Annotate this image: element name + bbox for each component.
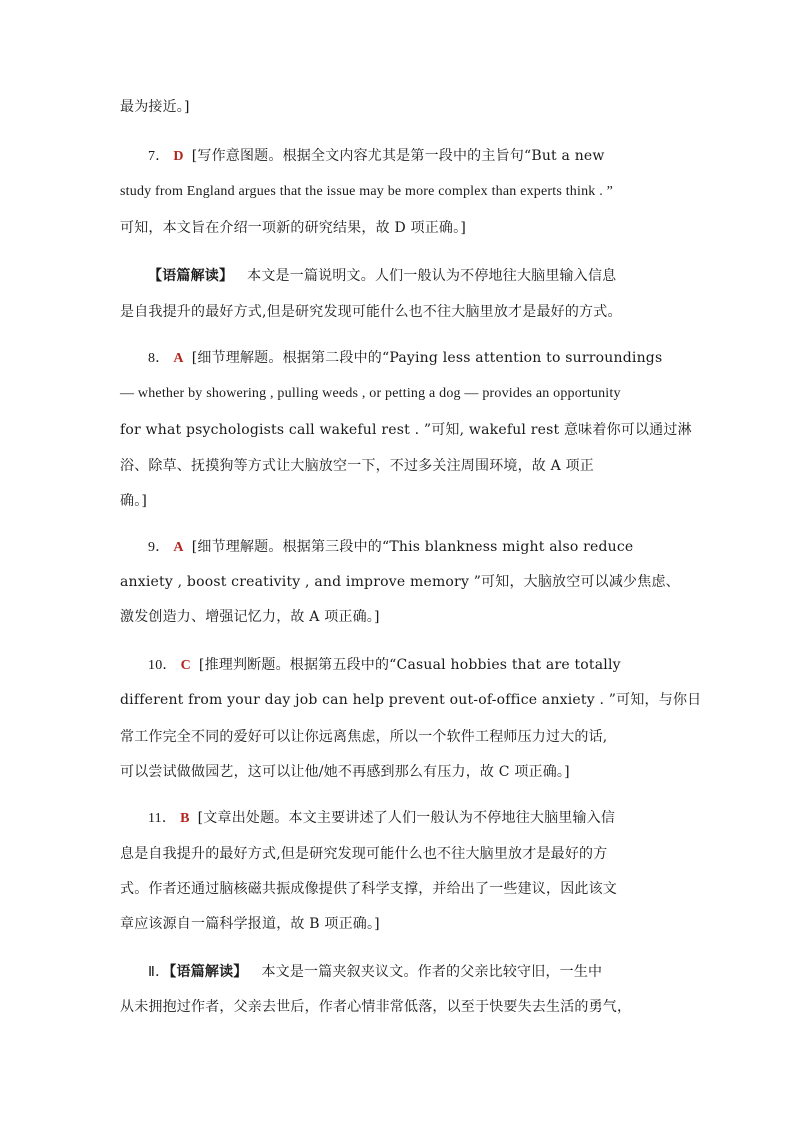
text-line: [文章出处题。本文主要讲述了人们一般认为不停地往大脑里输入信 [197,810,616,826]
text-line: 激发创造力、增强记忆力，故 A 项正确。] [120,609,380,625]
question-number: 8． [148,351,170,366]
question-10 [148,655,621,676]
question-number: 9． [148,540,170,555]
text-line: 确。] [120,493,148,509]
text-line: 本文是一篇夹叙夹议文。作者的父亲比较守旧，一生中 [261,964,603,980]
text-line: different from your day job can help prevent out-of-office anxiety . ”可知，与你日 [120,692,702,708]
text-line: 常工作完全不同的爱好可以让你远离焦虑，所以一个软件工程师压力过大的话, [120,729,608,745]
answer-letter: C [180,658,191,673]
section-heading: 【语篇解读】 [169,964,248,980]
text-line: — whether by showering , pulling weeds , or petting a dog — provides an opportunity [120,386,621,401]
question-11 [148,808,615,829]
text-line: 可以尝试做做园艺，这可以让他/她不再感到那么有压力，故 C 项正确。] [120,764,570,780]
section-heading: 【语篇解读】 [148,268,234,284]
passage-summary-2 [148,962,602,983]
text-line: [写作意图题。根据全文内容尤其是第一段中的主旨句“But a new [191,148,605,164]
question-number: 10． [148,658,177,673]
text-line: 最为接近。] [120,99,190,115]
text-line: 本文是一篇说明文。人们一般认为不停地往大脑里输入信息 [247,268,617,284]
answer-letter: A [173,351,184,366]
text-line: 浴、除草、抚摸狗等方式让大脑放空一下，不过多关注周围环境，故 A 项正 [120,458,595,474]
text-line: 章应该源自一篇科学报道，故 B 项正确。] [120,916,380,932]
passage-summary-1 [148,266,616,286]
text-line: study from England argues that the issue may be more complex than experts think . ” [120,184,614,199]
text-line: for what psychologists call wakeful rest . ”可知, wakeful rest 意味着你可以通过淋 [120,422,692,438]
answer-letter: D [173,149,184,164]
question-8 [148,348,662,369]
question-7 [148,146,605,167]
question-number: 7． [148,149,170,164]
text-line: [细节理解题。根据第二段中的“Paying less attention to surroundings [191,350,663,366]
answer-letter: B [180,811,190,826]
text-line: 息是自我提升的最好方式,但是研究发现可能什么也不往大脑里放才是最好的方 [120,846,608,862]
question-9 [148,537,633,558]
text-line: [细节理解题。根据第三段中的“This blankness might also reduce [191,539,634,555]
text-line: 从未拥抱过作者，父亲去世后，作者心情非常低落，以至于快要失去生活的勇气， [120,999,632,1015]
section-number: Ⅱ． [148,965,170,980]
text-line: anxiety , boost creativity , and improve memory ”可知，大脑放空可以减少焦虑、 [120,574,680,590]
text-line: [推理判断题。根据第五段中的“Casual hobbies that are totally [198,657,621,673]
question-number: 11． [148,811,177,826]
text-line: 式。作者还通过脑核磁共振成像提供了科学支撑，并给出了一些建议，因此该文 [120,881,617,897]
text-line: 是自我提升的最好方式,但是研究发现可能什么也不往大脑里放才是最好的方式。 [120,304,622,320]
text-line: 可知，本文旨在介绍一项新的研究结果，故 D 项正确。] [120,220,466,236]
answer-letter: A [173,540,184,555]
